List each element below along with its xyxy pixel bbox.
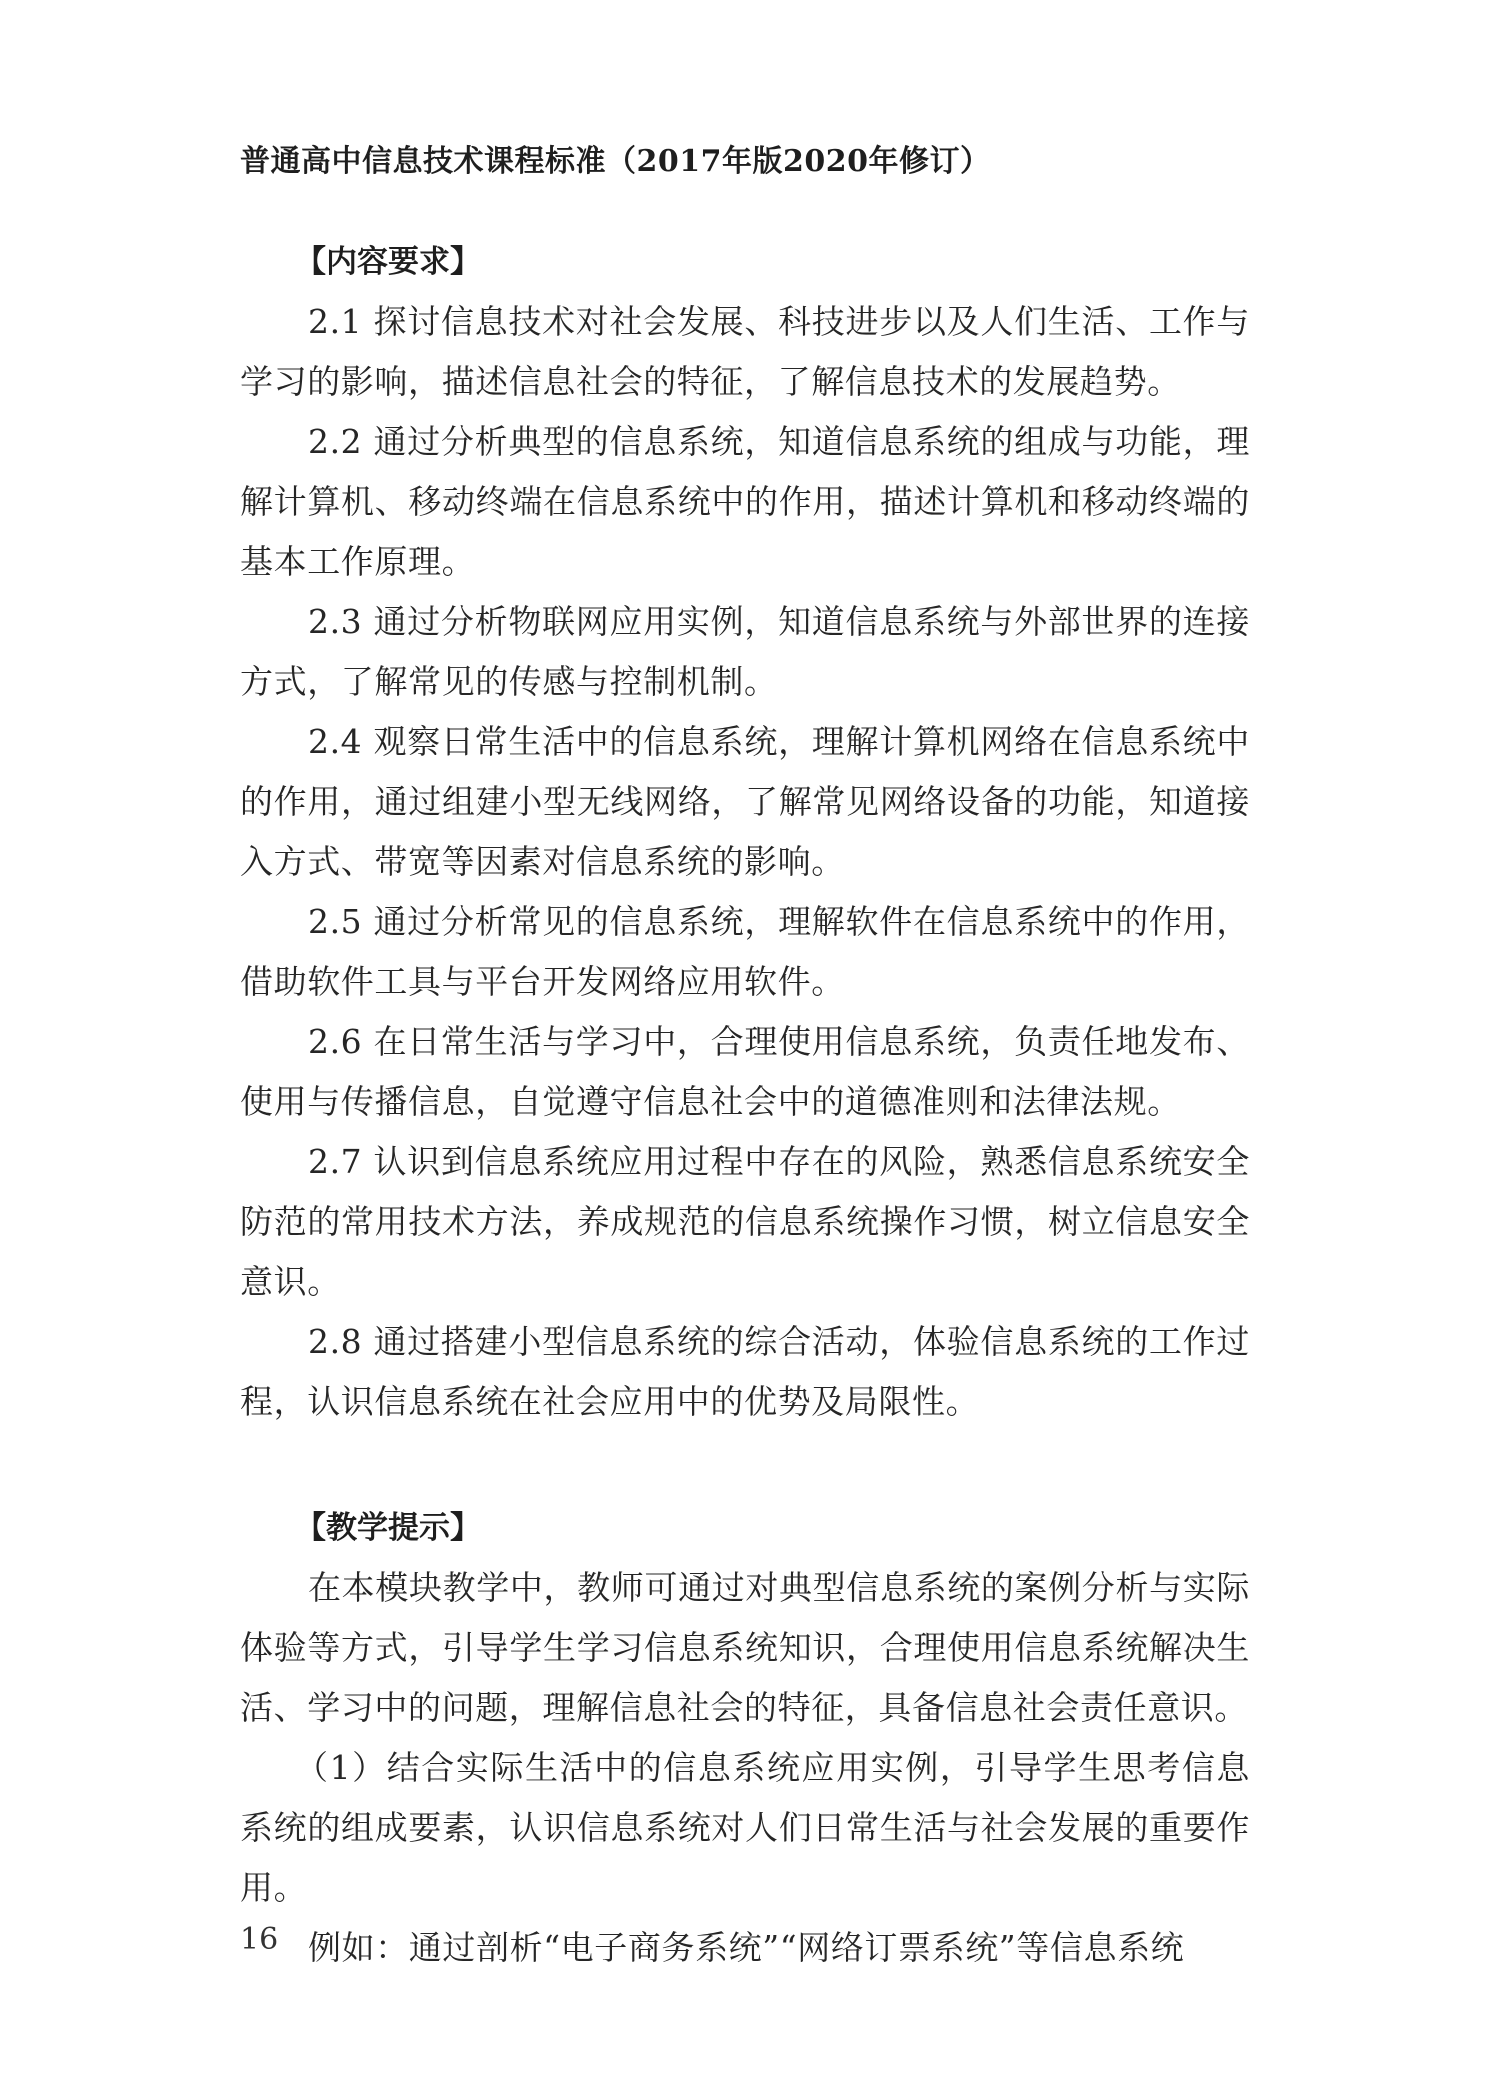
section-heading: 【教学提示】 xyxy=(295,1510,481,1546)
paragraph: （1）结合实际生活中的信息系统应用实例，引导学生思考信息系统的组成要素，认识信息系统对人们日常生活与社会发展的重要作用。 xyxy=(240,1748,1250,1907)
paragraph: 2.2 通过分析典型的信息系统，知道信息系统的组成与功能，理解计算机、移动终端在信息系统中的作用，描述计算机和移动终端的基本工作原理。 xyxy=(240,422,1250,581)
section-heading: 【内容要求】 xyxy=(295,244,481,280)
page-number: 16 xyxy=(240,1922,279,1957)
section-content-requirements xyxy=(240,232,1250,1432)
paragraph: 2.6 在日常生活与学习中，合理使用信息系统，负责任地发布、使用与传播信息，自觉遵守信息社会中的道德准则和法律法规。 xyxy=(240,1022,1250,1121)
paragraph: 2.8 通过搭建小型信息系统的综合活动，体验信息系统的工作过程，认识信息系统在社会应用中的优势及局限性。 xyxy=(240,1322,1250,1421)
section-spacer xyxy=(240,1432,1250,1498)
paragraph: 2.4 观察日常生活中的信息系统，理解计算机网络在信息系统中的作用，通过组建小型无线网络，了解常见网络设备的功能，知道接入方式、带宽等因素对信息系统的影响。 xyxy=(240,722,1250,881)
section-teaching-tips xyxy=(240,1498,1250,1978)
paragraph: 2.7 认识到信息系统应用过程中存在的风险，熟悉信息系统安全防范的常用技术方法，养成规范的信息系统操作习惯，树立信息安全意识。 xyxy=(240,1142,1250,1301)
paragraph: 2.5 通过分析常见的信息系统，理解软件在信息系统中的作用，借助软件工具与平台开发网络应用软件。 xyxy=(240,902,1250,1001)
paragraph: 2.3 通过分析物联网应用实例，知道信息系统与外部世界的连接方式，了解常见的传感与控制机制。 xyxy=(240,602,1250,701)
paragraph: 在本模块教学中，教师可通过对典型信息系统的案例分析与实际体验等方式，引导学生学习信息系统知识，合理使用信息系统解决生活、学习中的问题，理解信息社会的特征，具备信息社会责任意识。 xyxy=(240,1568,1250,1727)
running-header: 普通高中信息技术课程标准（2017年版2020年修订） xyxy=(240,144,991,179)
paragraph: 2.1 探讨信息技术对社会发展、科技进步以及人们生活、工作与学习的影响，描述信息社会的特征，了解信息技术的发展趋势。 xyxy=(240,302,1250,401)
page-body xyxy=(240,232,1250,1978)
paragraph: 例如：通过剖析“电子商务系统”“网络订票系统”等信息系统 xyxy=(308,1928,1185,1967)
